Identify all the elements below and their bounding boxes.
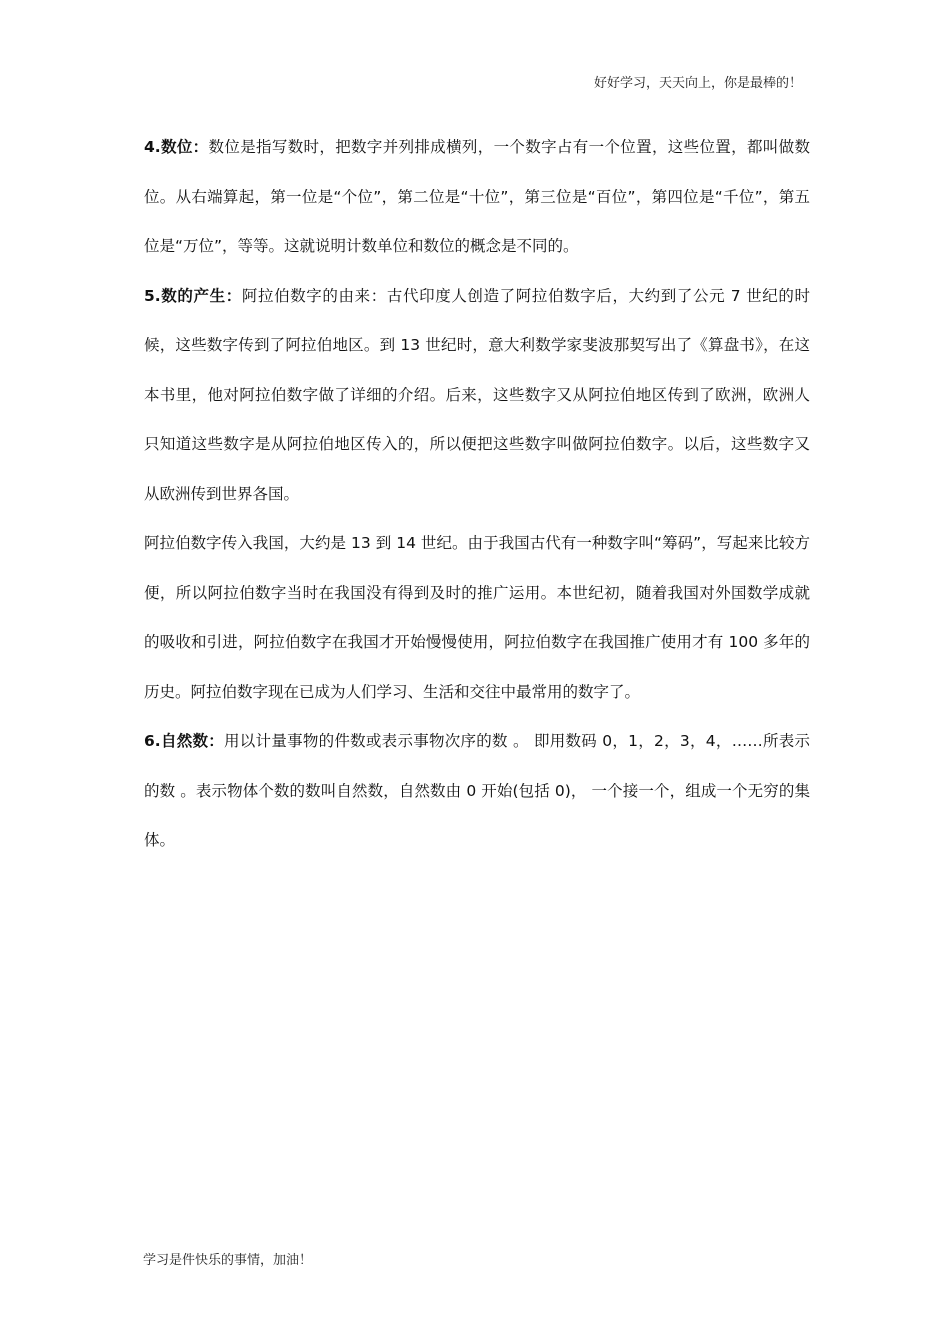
section-text: 阿拉伯数字传入我国，大约是 13 到 14 世纪。由于我国古代有一种数字叫“筹码”，写起来比较方便，所以阿拉伯数字当时在我国没有得到及时的推广运用。本世纪初，随着我国对外国数学成就的吸收和引进，阿拉伯数字在我国才开始慢慢使用，阿拉伯数字在我国推广使用才有 100 多年的历史。阿拉伯数字现在已成为人们学习、生活和交往中最常用的数字了。 [144,534,810,701]
section-origin-of-numbers [144,272,810,520]
page-footer: 学习是件快乐的事情，加油！ [143,1253,313,1268]
section-text: 数位是指写数时，把数字并列排成横列，一个数字占有一个位置，这些位置，都叫做数位。从右端算起，第一位是“个位”，第二位是“十位”，第三位是“百位”，第四位是“千位”，第五位是“万位”，等等。这就说明计数单位和数位的概念是不同的。 [144,138,810,255]
section-text: 阿拉伯数字的由来：古代印度人创造了阿拉伯数字后，大约到了公元 7 世纪的时候，这些数字传到了阿拉伯地区。到 13 世纪时，意大利数学家斐波那契写出了《算盘书》，在这本书里，他对阿拉伯数字做了详细的介绍。后来，这些数字又从阿拉伯地区传到了欧洲，欧洲人只知道这些数字是从阿拉伯地区传入的，所以便把这些数字叫做阿拉伯数字。以后，这些数字又从欧洲传到世界各国。 [144,286,810,503]
section-arabic-numerals-in-china [144,519,810,717]
section-text: 用以计量事物的件数或表示事物次序的数 。 即用数码 0，1，2，3，4，……所表示的数 。表示物体个数的数叫自然数，自然数由 0 开始(包括 0)， 一个接一个，组成一个无穷的集体。 [144,732,810,849]
section-natural-numbers [144,717,810,866]
document-body [144,123,810,866]
term-heading: 4.数位： [144,138,209,156]
term-heading: 6.自然数： [144,732,225,750]
section-digit-place [144,123,810,272]
term-heading: 5.数的产生： [144,286,242,305]
page-header: 好好学习，天天向上，你是最棒的！ [593,76,802,91]
